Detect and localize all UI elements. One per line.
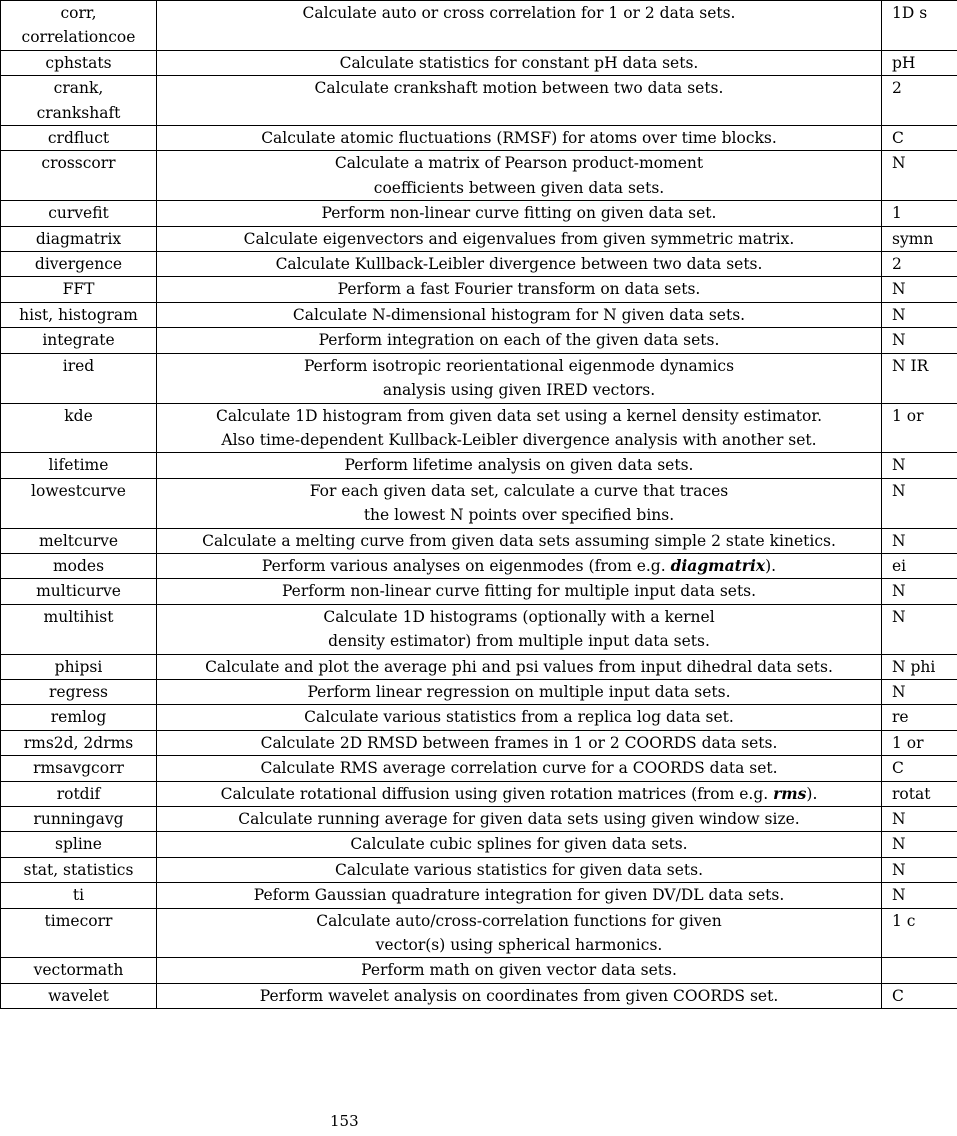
description-cell: [157, 201, 882, 226]
output-cell: N: [882, 604, 957, 654]
table-row: [1, 705, 957, 730]
command-cell: [1, 328, 157, 353]
command-name: divergence: [34, 255, 123, 274]
description-line: Perform math on given vector data sets.: [361, 961, 677, 980]
command-name: rms2d, 2drms: [23, 733, 134, 752]
output-cell: C: [882, 756, 957, 781]
description-line: analysis using given IRED vectors.: [382, 381, 656, 400]
command-cell: [1, 252, 157, 277]
command-name: ired: [62, 356, 95, 375]
description-cell: [157, 478, 882, 528]
output-cell: N: [882, 857, 957, 882]
description-line: coefficients between given data sets.: [373, 178, 665, 197]
description-cell: [157, 579, 882, 604]
description-cell: [157, 883, 882, 908]
output-cell: 1 or: [882, 730, 957, 755]
description-line: Calculate 1D histogram from given data set using a kernel density estimator.: [215, 406, 823, 425]
description-cell: [157, 679, 882, 704]
description-cell: [157, 908, 882, 958]
description-cell: [157, 958, 882, 983]
output-cell: N: [882, 328, 957, 353]
description-cell: [157, 832, 882, 857]
command-cell: [1, 832, 157, 857]
description-line: Calculate auto/cross-correlation functions for given: [316, 911, 722, 930]
table-row: [1, 252, 957, 277]
command-cell: [1, 730, 157, 755]
table-row: [1, 353, 957, 403]
description-line: Calculate various statistics for given data sets.: [334, 860, 704, 879]
command-cell: [1, 478, 157, 528]
command-cell: [1, 604, 157, 654]
command-name: crdfluct: [47, 129, 110, 148]
table-row: [1, 453, 957, 478]
command-name: regress: [49, 682, 108, 701]
description-line: Calculate Kullback-Leibler divergence between two data sets.: [275, 255, 763, 274]
output-cell: re: [882, 705, 957, 730]
command-name: diagmatrix: [35, 229, 122, 248]
description-cell: [157, 277, 882, 302]
output-cell: N: [882, 277, 957, 302]
command-name: kde: [64, 406, 93, 425]
output-cell: 1: [882, 201, 957, 226]
command-cell: [1, 883, 157, 908]
output-cell: pH: [882, 50, 957, 75]
command-name: ti: [72, 886, 85, 905]
command-name: meltcurve: [38, 531, 119, 550]
output-cell: N IR: [882, 353, 957, 403]
command-name: hist, histogram: [19, 305, 138, 324]
command-name: vectormath: [33, 961, 124, 980]
description-cell: [157, 654, 882, 679]
command-name: FFT: [62, 280, 95, 299]
description-line: Perform lifetime analysis on given data sets.: [344, 456, 694, 475]
description-cell: [157, 604, 882, 654]
description-text: Calculate rotational diffusion using given rotation matrices (from e.g.: [220, 784, 774, 803]
command-cell: [1, 528, 157, 553]
command-cell: [1, 756, 157, 781]
command-cell: [1, 705, 157, 730]
output-cell: [882, 958, 957, 983]
command-name: multicurve: [36, 582, 121, 601]
command-name: rmsavgcorr: [33, 759, 124, 778]
description-cell: [157, 126, 882, 151]
command-name: crankshaft: [36, 103, 121, 122]
command-name: timecorr: [44, 911, 113, 930]
table-row: [1, 679, 957, 704]
description-line: Perform wavelet analysis on coordinates from given COORDS set.: [259, 986, 779, 1005]
description-line: Calculate 2D RMSD between frames in 1 or 2 COORDS data sets.: [260, 733, 778, 752]
output-cell: N phi: [882, 654, 957, 679]
description-cell: [157, 328, 882, 353]
output-cell: 2: [882, 76, 957, 126]
command-cell: [1, 277, 157, 302]
command-cell: [1, 302, 157, 327]
table-row: [1, 654, 957, 679]
command-name: rotdif: [56, 784, 101, 803]
output-cell: N: [882, 528, 957, 553]
output-cell: rotat: [882, 781, 957, 806]
output-cell: 1 c: [882, 908, 957, 958]
command-cell: [1, 353, 157, 403]
description-line: Calculate statistics for constant pH data sets.: [339, 53, 699, 72]
table-row: [1, 883, 957, 908]
description-line: Perform a fast Fourier transform on data sets.: [337, 280, 701, 299]
description-line: the lowest N points over specified bins.: [363, 506, 675, 525]
table-row: [1, 403, 957, 453]
command-name: crosscorr: [41, 154, 116, 173]
table-row: [1, 730, 957, 755]
command-name: remlog: [50, 708, 107, 727]
description-line: Calculate various statistics from a replica log data set.: [304, 708, 734, 727]
command-cell: [1, 679, 157, 704]
output-cell: 1D s: [882, 1, 957, 51]
output-cell: N: [882, 832, 957, 857]
description-cell: [157, 553, 882, 578]
command-cell: [1, 201, 157, 226]
description-line: [161, 782, 877, 806]
output-cell: N: [882, 679, 957, 704]
command-cell: [1, 958, 157, 983]
command-cell: [1, 654, 157, 679]
description-line: Perform non-linear curve fitting for multiple input data sets.: [281, 582, 757, 601]
output-cell: N: [882, 807, 957, 832]
description-line: Perform integration on each of the given data sets.: [318, 331, 720, 350]
description-line: For each given data set, calculate a curve that traces: [309, 481, 729, 500]
command-cell: [1, 403, 157, 453]
output-cell: 2: [882, 252, 957, 277]
table-row: [1, 807, 957, 832]
command-cell: [1, 857, 157, 882]
command-reference: rms: [773, 783, 807, 803]
command-name: correlationcoe: [21, 28, 136, 47]
page-number: 153: [330, 1112, 359, 1130]
command-cell: [1, 579, 157, 604]
description-cell: [157, 705, 882, 730]
table-row: [1, 528, 957, 553]
output-cell: symn: [882, 226, 957, 251]
table-row: [1, 908, 957, 958]
description-line: Also time-dependent Kullback-Leibler divergence analysis with another set.: [221, 430, 817, 449]
output-cell: N: [882, 883, 957, 908]
command-name: lifetime: [48, 456, 109, 475]
description-line: Perform linear regression on multiple input data sets.: [307, 682, 731, 701]
description-cell: [157, 983, 882, 1008]
description-line: Calculate a melting curve from given data sets assuming simple 2 state kinetics.: [202, 531, 836, 550]
command-name: modes: [52, 556, 105, 575]
description-line: density estimator) from multiple input data sets.: [328, 632, 710, 651]
description-cell: [157, 302, 882, 327]
command-name: stat, statistics: [23, 860, 134, 879]
table-row: [1, 553, 957, 578]
command-cell: [1, 807, 157, 832]
description-line: Calculate RMS average correlation curve for a COORDS data set.: [260, 759, 778, 778]
table-row: [1, 76, 957, 126]
description-line: Calculate cubic splines for given data sets.: [350, 835, 688, 854]
command-cell: [1, 553, 157, 578]
description-line: Calculate 1D histograms (optionally with a kernel: [323, 607, 715, 626]
command-name: runningavg: [33, 810, 124, 828]
description-line: Perform non-linear curve fitting on given data set.: [321, 204, 717, 223]
description-line: [161, 554, 877, 578]
output-cell: ei: [882, 553, 957, 578]
description-line: Calculate running average for given data sets using given window size.: [238, 810, 800, 828]
description-line: Calculate N-dimensional histogram for N given data sets.: [292, 305, 746, 324]
command-name: integrate: [42, 331, 115, 350]
command-name: corr,: [60, 4, 97, 22]
table-row: [1, 604, 957, 654]
command-cell: [1, 781, 157, 806]
description-cell: [157, 403, 882, 453]
command-name: lowestcurve: [31, 481, 126, 500]
table-row: [1, 226, 957, 251]
output-cell: N: [882, 453, 957, 478]
table-row: [1, 151, 957, 201]
table-row: [1, 126, 957, 151]
output-cell: N: [882, 478, 957, 528]
table-row: [1, 579, 957, 604]
table-row: [1, 832, 957, 857]
output-cell: C: [882, 126, 957, 151]
command-cell: [1, 50, 157, 75]
table-row: [1, 50, 957, 75]
description-cell: [157, 756, 882, 781]
description-line: vector(s) using spherical harmonics.: [375, 936, 663, 955]
command-name: curvefit: [48, 204, 109, 223]
table-row: [1, 1, 957, 51]
command-cell: [1, 1, 157, 51]
command-cell: [1, 453, 157, 478]
description-cell: [157, 353, 882, 403]
table-body: [1, 1, 957, 1009]
table-row: [1, 983, 957, 1008]
command-cell: [1, 126, 157, 151]
description-line: Calculate and plot the average phi and psi values from input dihedral data sets.: [205, 657, 833, 676]
description-cell: [157, 453, 882, 478]
description-cell: [157, 807, 882, 832]
command-name: wavelet: [48, 986, 109, 1005]
description-line: Calculate atomic fluctuations (RMSF) for atoms over time blocks.: [261, 129, 777, 148]
table-row: [1, 781, 957, 806]
command-cell: [1, 76, 157, 126]
description-cell: [157, 857, 882, 882]
description-cell: [157, 226, 882, 251]
description-cell: [157, 76, 882, 126]
command-name: cphstats: [45, 53, 112, 72]
command-reference: diagmatrix: [670, 555, 766, 575]
description-cell: [157, 528, 882, 553]
table-row: [1, 201, 957, 226]
command-cell: [1, 151, 157, 201]
description-line: Perform isotropic reorientational eigenmode dynamics: [303, 356, 735, 375]
description-cell: [157, 151, 882, 201]
description-line: Calculate a matrix of Pearson product-moment: [334, 154, 704, 173]
description-text: ).: [765, 556, 777, 575]
output-cell: N: [882, 151, 957, 201]
command-name: multihist: [43, 607, 114, 626]
description-line: Calculate eigenvectors and eigenvalues from given symmetric matrix.: [243, 229, 795, 248]
command-name: phipsi: [54, 657, 103, 676]
description-cell: [157, 50, 882, 75]
table-row: [1, 328, 957, 353]
description-cell: [157, 781, 882, 806]
command-cell: [1, 908, 157, 958]
description-text: ).: [806, 784, 818, 803]
table-row: [1, 958, 957, 983]
output-cell: 1 or: [882, 403, 957, 453]
description-text: Perform various analyses on eigenmodes (from e.g.: [261, 556, 671, 575]
table-row: [1, 277, 957, 302]
command-name: spline: [55, 835, 102, 854]
description-line: Calculate crankshaft motion between two data sets.: [314, 79, 724, 98]
description-cell: [157, 252, 882, 277]
description-cell: [157, 1, 882, 51]
command-cell: [1, 226, 157, 251]
table-row: [1, 302, 957, 327]
table-row: [1, 857, 957, 882]
table-row: [1, 478, 957, 528]
output-cell: N: [882, 302, 957, 327]
output-cell: N: [882, 579, 957, 604]
description-line: Calculate auto or cross correlation for 1 or 2 data sets.: [302, 4, 736, 22]
command-cell: [1, 983, 157, 1008]
description-line: Peform Gaussian quadrature integration for given DV/DL data sets.: [253, 886, 785, 905]
description-cell: [157, 730, 882, 755]
table-row: [1, 756, 957, 781]
command-name: crank,: [53, 79, 104, 98]
output-cell: C: [882, 983, 957, 1008]
